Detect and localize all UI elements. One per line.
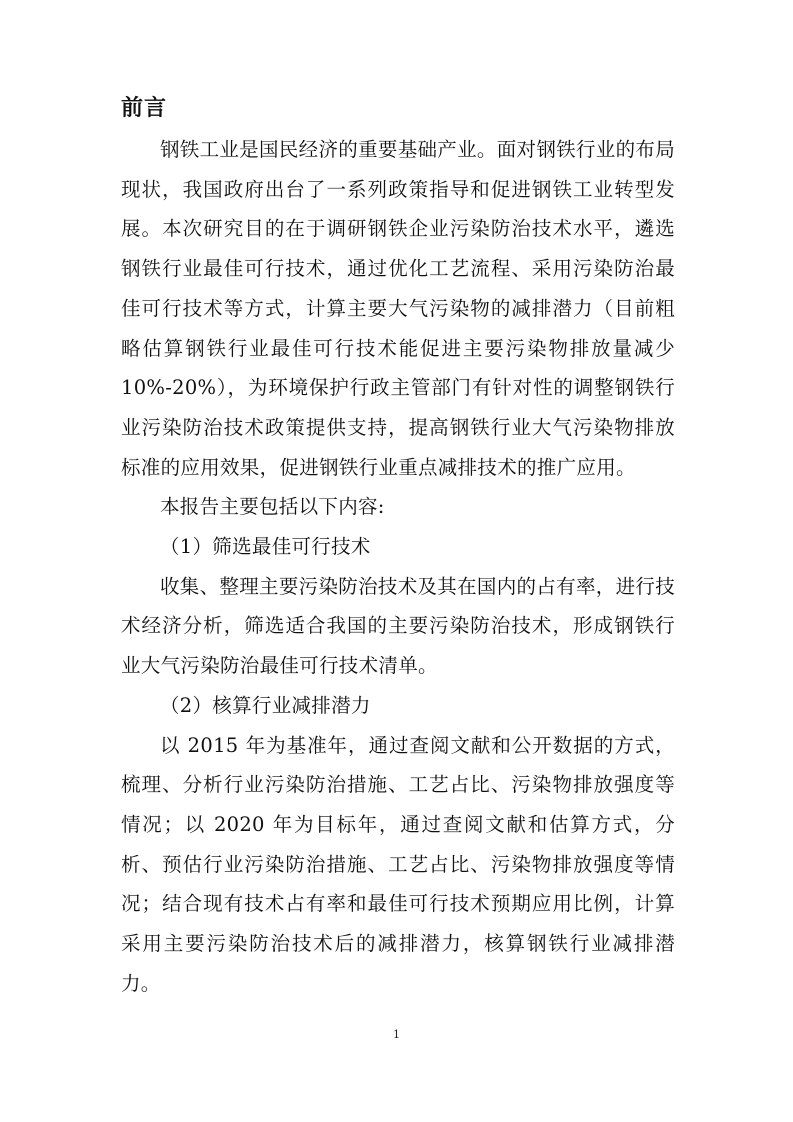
page-content	[121, 92, 675, 1003]
page-number: 1	[393, 1028, 400, 1041]
subsection-2-body: 以 2015 年为基准年，通过查阅文献和公开数据的方式，梳理、分析行业污染防治措施、工艺占比、污染物排放强度等情况；以 2020 年为目标年，通过查阅文献和估算方式，分析、预估行业污染防治措施、工艺占比、污染物排放强度等情况；结合现有技术占有率和最佳可行技术预期应用比例，计算采用主要污染防治技术后的减排潜力，核算钢铁行业减排潜力。	[121, 733, 675, 995]
subsection-1-title: （1）筛选最佳可行技术	[160, 535, 371, 559]
intro-paragraph: 钢铁工业是国民经济的重要基础产业。面对钢铁行业的布局现状，我国政府出台了一系列政策指导和促进钢铁工业转型发展。本次研究目的在于调研钢铁企业污染防治技术水平，遴选钢铁行业最佳可行技术，通过优化工艺流程、采用污染防治最佳可行技术等方式，计算主要大气污染物的减排潜力（目前粗略估算钢铁行业最佳可行技术能促进主要污染物排放量减少 10%-20%），为环境保护行政主管部门有针对性的调整钢铁行业污染防治技术政策提供支持，提高钢铁行业大气污染物排放标准的应用效果，促进钢铁行业重点减排技术的推广应用。	[121, 138, 675, 479]
contents-intro-paragraph: 本报告主要包括以下内容:	[160, 495, 385, 519]
subsection-1-body: 收集、整理主要污染防治技术及其在国内的占有率，进行技术经济分析，筛选适合我国的主要污染防治技术，形成钢铁行业大气污染防治最佳可行技术清单。	[121, 574, 675, 678]
section-heading: 前言	[121, 96, 168, 121]
subsection-2-title: （2）核算行业减排潜力	[160, 693, 371, 717]
